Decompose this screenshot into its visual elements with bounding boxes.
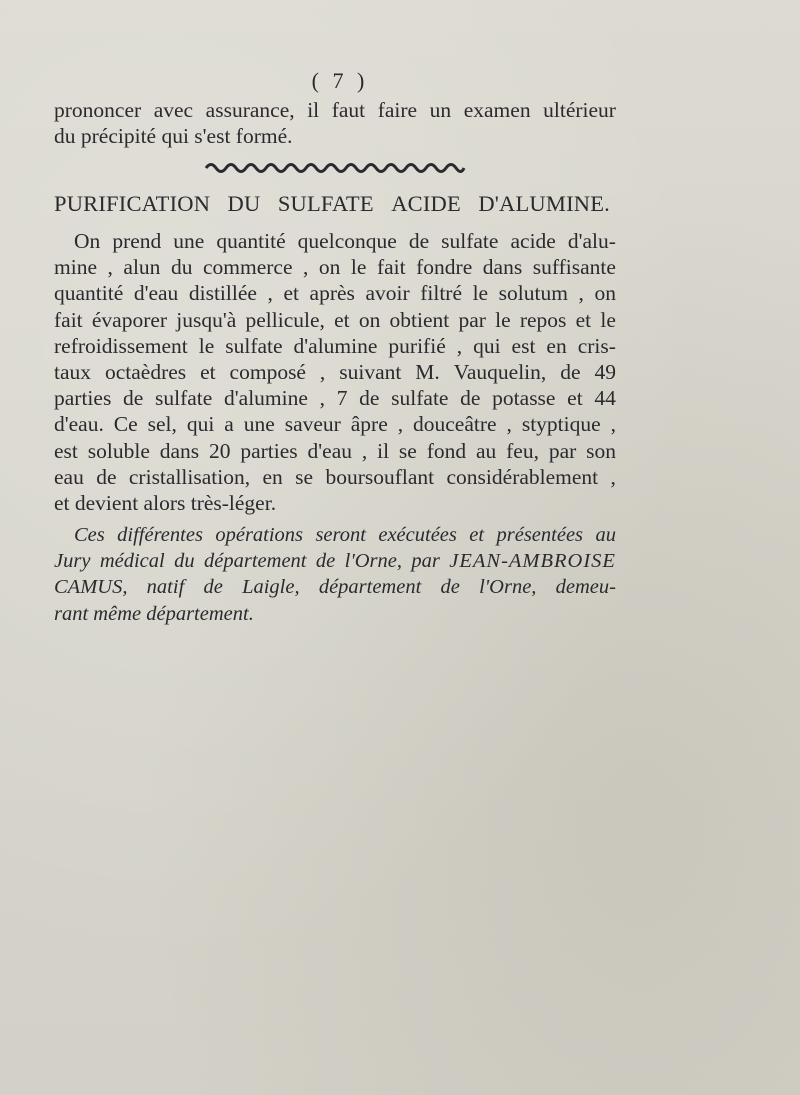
body-line-11: et devient alors très-léger. <box>54 491 277 516</box>
intro-paragraph <box>54 97 616 149</box>
section-heading: PURIFICATION DU SULFATE ACIDE D'ALUMINE. <box>54 191 610 216</box>
body-line-8: d'eau. Ce sel, qui a une saveur âpre , douceâtre , styptique , <box>54 412 616 437</box>
body-line-3: quantité d'eau distillée , et après avoir filtré le solutum , on <box>54 281 616 306</box>
body-line-9: est soluble dans 20 parties d'eau , il se fond au feu, par son <box>54 438 616 463</box>
closing-line-2: Jury médical du département de l'Orne, par JEAN-AMBROISE <box>54 550 616 573</box>
body-line-7: parties de sulfate d'alumine , 7 de sulfate de potasse et 44 <box>54 386 616 411</box>
closing-line-1: Ces différentes opérations seront exécutées et présentées au <box>74 524 616 546</box>
intro-line-2: du précipité qui s'est formé. <box>54 124 293 149</box>
body-line-4: fait évaporer jusqu'à pellicule, et on obtient par le repos et le <box>54 307 616 332</box>
intro-line-1: prononcer avec assurance, il faut faire un examen ultérieur <box>54 98 616 122</box>
closing-line-4: rant même département. <box>54 602 254 625</box>
page-number: ( 7 ) <box>311 68 369 93</box>
body-line-2: mine , alun du commerce , on le fait fondre dans suffisante <box>54 255 616 280</box>
body-paragraph <box>54 228 616 516</box>
body-line-5: refroidissement le sulfate d'alumine purifié , qui est en cris- <box>54 333 616 358</box>
closing-line-3: CAMUS, natif de Laigle, département de l'Orne, demeu- <box>54 576 616 599</box>
closing-paragraph <box>54 522 616 627</box>
body-line-6: taux octaèdres et composé , suivant M. Vauquelin, de 49 <box>54 360 616 385</box>
body-line-1: On prend une quantité quelconque de sulfate acide d'alu- <box>74 229 616 253</box>
body-line-10: eau de cristallisation, en se boursouflant considérablement , <box>54 464 616 489</box>
wave-ornament-divider <box>204 159 466 175</box>
